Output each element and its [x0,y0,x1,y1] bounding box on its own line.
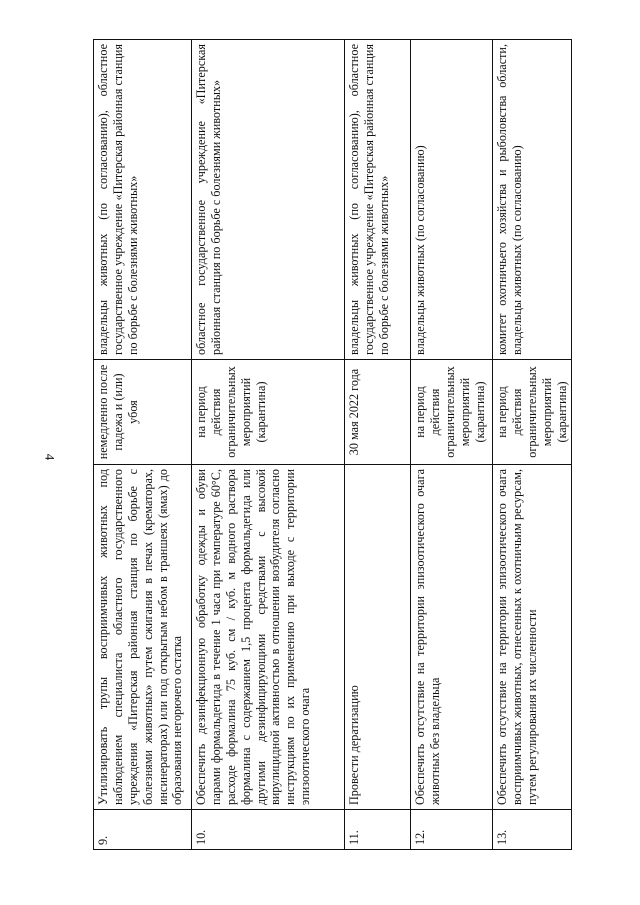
measure-term: на период действия ограничительных мероприятий (карантина) [411,360,493,465]
measure-term: 30 мая 2022 года [345,360,411,465]
table-row [94,40,192,850]
table-row [192,40,345,850]
measure-text: Обеспечить отсутствие на территории эпизоотического очага восприимчивых животных, отнесенных к охотничьим ресурсам, путем регулирования их численности [493,465,572,810]
measure-responsible: владельцы животных (по согласованию), областное государственное учреждение «Питерская районная станция по борьбе с болезнями животных» [345,40,411,360]
table-row [345,40,411,850]
row-number: 11. [345,810,411,850]
row-number: 12. [411,810,493,850]
measure-responsible: комитет охотничьего хозяйства и рыболовства области, владельцы животных (по согласованию) [493,40,572,360]
measure-term: на период действия ограничительных мероприятий (карантина) [493,360,572,465]
measures-table-container [93,40,569,850]
measure-term: на период действия ограничительных мероприятий (карантина) [192,360,345,465]
measure-text: Провести дератизацию [345,465,411,810]
measure-responsible: владельцы животных (по согласованию), областное государственное учреждение «Питерская районная станция по борьбе с болезнями животных» [94,40,192,360]
measure-text: Обеспечить дезинфекционную обработку одежды и обуви парами формальдегида в течение 1 часа при температуре 60°С, расходе формалина 75 куб. см / куб. м водного раствора формалина с содержанием 1,5 процента формальдегида или другими дезинфицирующими средствами с высокой вирулицидной активностью в отношении возбудителя согласно инструкциям по их применению при выходе с территории эпизоотического очага [192,465,345,810]
row-number: 13. [493,810,572,850]
measure-text: Обеспечить отсутствие на территории эпизоотического очага животных без владельца [411,465,493,810]
row-number: 10. [192,810,345,850]
measures-table [93,39,572,850]
measure-responsible: областное государственное учреждение «Питерская районная станция по борьбе с болезнями животных» [192,40,345,360]
measure-responsible: владельцы животных (по согласованию) [411,40,493,360]
measure-text: Утилизировать трупы восприимчивых животных под наблюдением специалиста областного государственного учреждения «Питерская районная станция по борьбе с болезнями животных» путем сжигания в печах (крематорах, инсинераторах) или под открытым небом в траншеях (ямах) до образования негорючего остатка [94,465,192,810]
table-row [493,40,572,850]
measure-term: немедленно после падежа и (или) убоя [94,360,192,465]
table-row [411,40,493,850]
row-number: 9. [94,810,192,850]
page-number: 4 [42,453,58,461]
